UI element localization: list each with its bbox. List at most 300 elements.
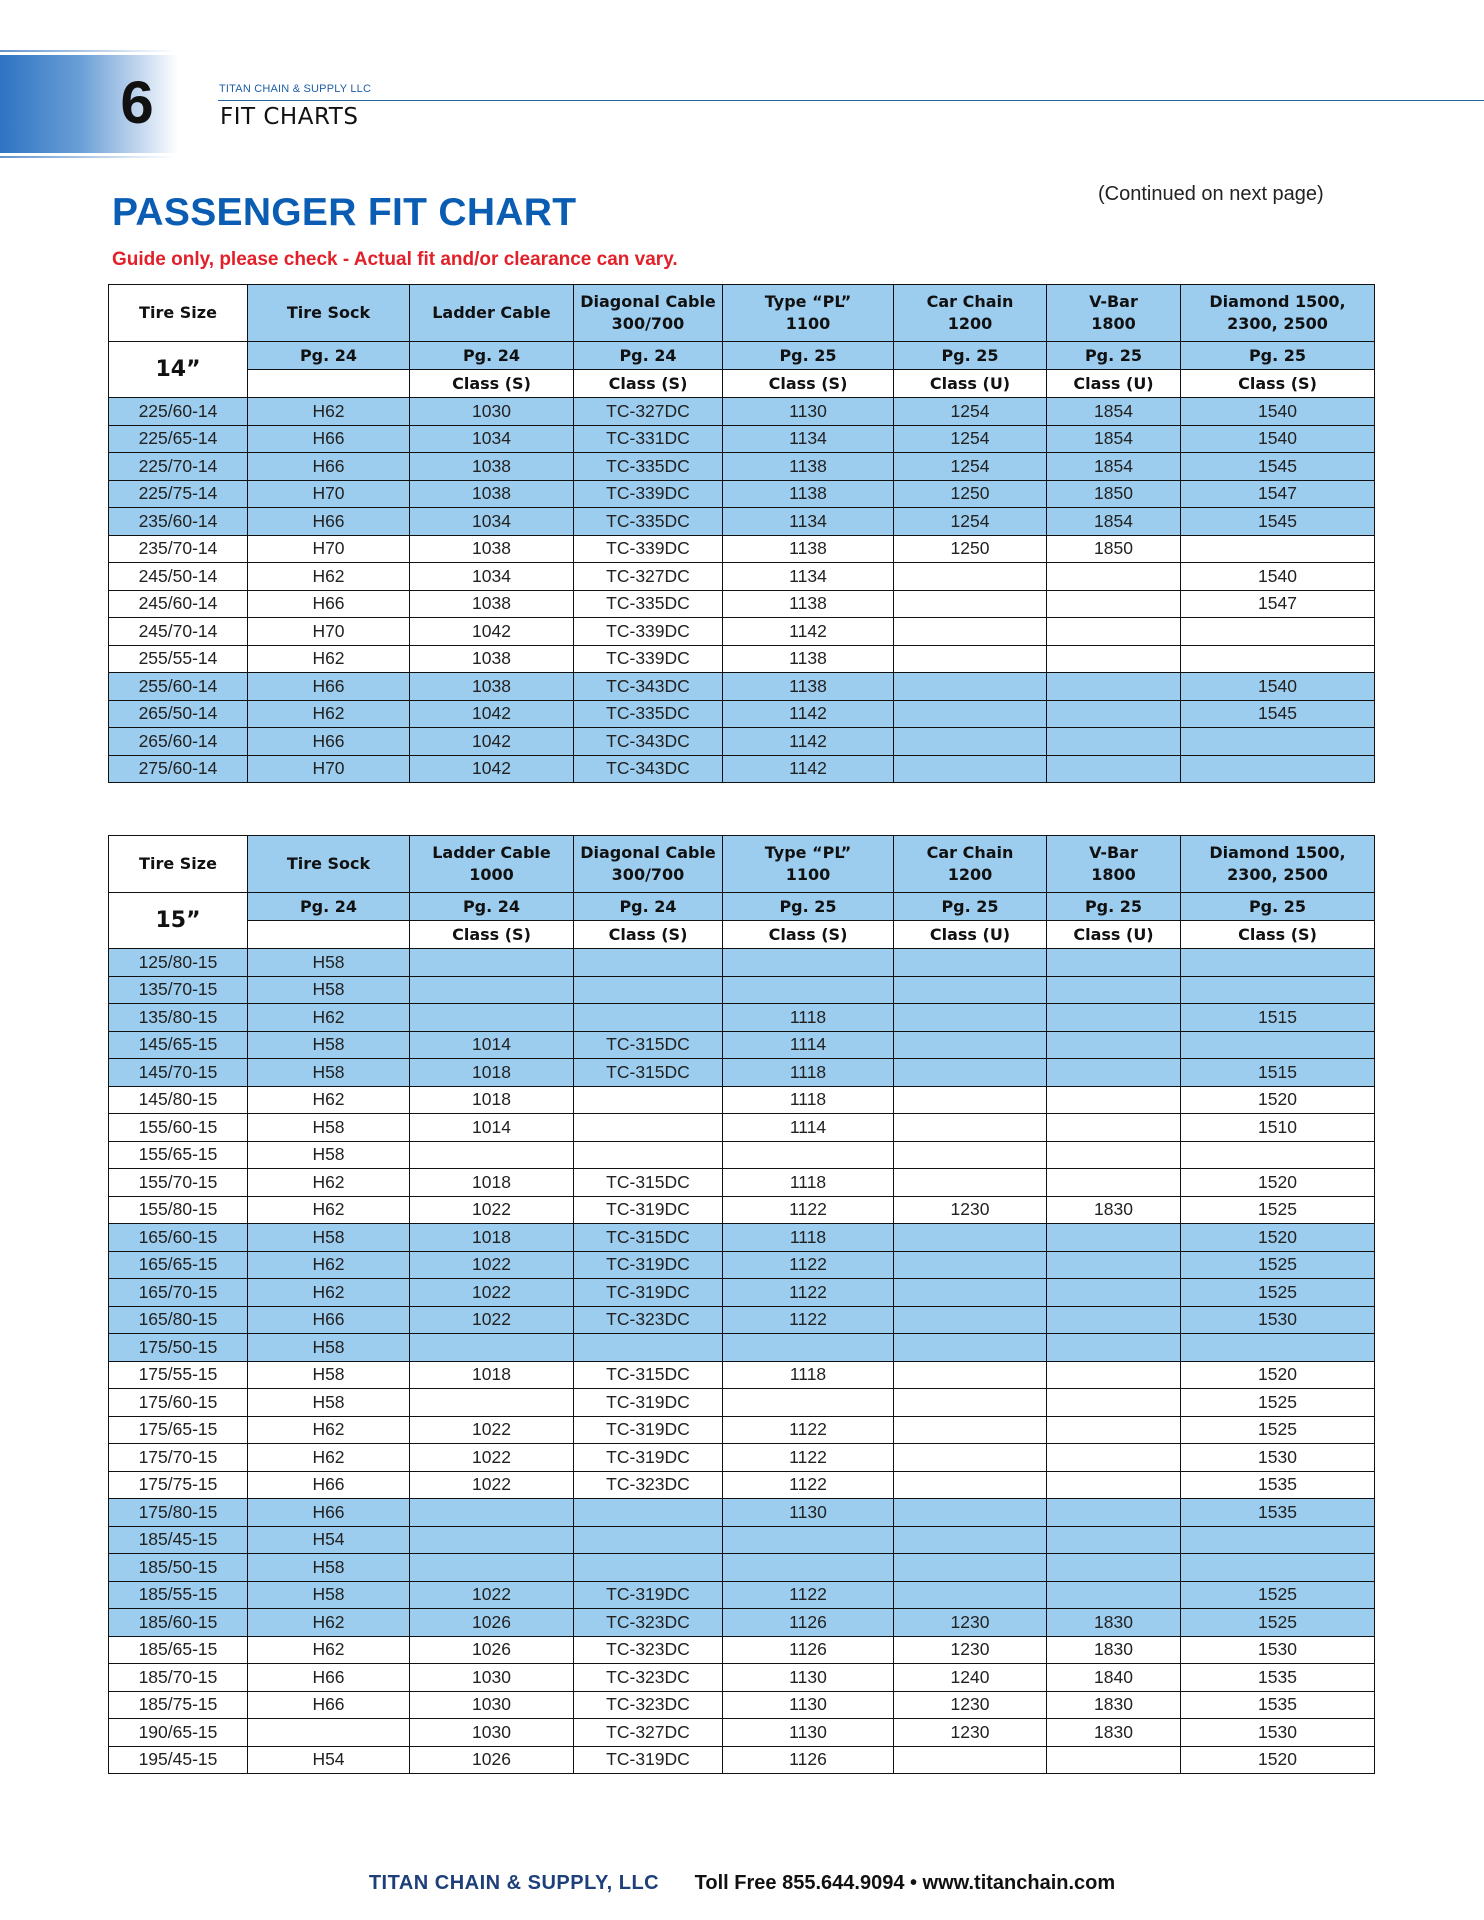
part-number-cell: [894, 976, 1047, 1004]
part-number-cell: [1047, 1581, 1181, 1609]
column-header: [1047, 836, 1181, 893]
part-number-cell: 1530: [1181, 1636, 1375, 1664]
part-number-cell: 1034: [410, 508, 574, 536]
part-number-cell: [410, 1004, 574, 1032]
part-number-cell: TC-331DC: [574, 425, 723, 453]
part-number-cell: [894, 1004, 1047, 1032]
column-header: [574, 836, 723, 893]
part-number-cell: 1830: [1047, 1691, 1181, 1719]
part-number-cell: 1118: [723, 1169, 894, 1197]
part-number-cell: 1122: [723, 1444, 894, 1472]
part-number-cell: [1047, 1031, 1181, 1059]
tire-size-cell: 265/60-14: [109, 728, 248, 756]
part-number-cell: [1047, 673, 1181, 701]
chain-class: Class (S): [1181, 921, 1375, 949]
part-number-cell: 1114: [723, 1114, 894, 1142]
table-row: [109, 1361, 1375, 1389]
part-number-cell: H58: [248, 1554, 410, 1582]
part-number-cell: 1520: [1181, 1746, 1375, 1774]
part-number-cell: 1114: [723, 1031, 894, 1059]
part-number-cell: [894, 1224, 1047, 1252]
part-number-cell: [894, 1306, 1047, 1334]
tire-size-cell: 145/70-15: [109, 1059, 248, 1087]
part-number-cell: H66: [248, 425, 410, 453]
footer-company: TITAN CHAIN & SUPPLY, LLC: [368, 1872, 660, 1894]
part-number-cell: 1520: [1181, 1361, 1375, 1389]
part-number-cell: TC-343DC: [574, 755, 723, 783]
part-number-cell: 1854: [1047, 398, 1181, 426]
table-row: [109, 1664, 1375, 1692]
part-number-cell: [1181, 645, 1375, 673]
tire-size-cell: 155/70-15: [109, 1169, 248, 1197]
part-number-cell: [574, 1141, 723, 1169]
part-number-cell: 1034: [410, 425, 574, 453]
part-number-cell: H62: [248, 1004, 410, 1032]
column-name: Tire Sock: [286, 854, 371, 873]
table-row: [109, 1389, 1375, 1417]
part-number-cell: TC-339DC: [574, 535, 723, 563]
column-subname: 300/700: [611, 314, 685, 333]
table-row: [109, 1086, 1375, 1114]
part-number-cell: 1545: [1181, 453, 1375, 481]
part-number-cell: [894, 1389, 1047, 1417]
part-number-cell: [1181, 1031, 1375, 1059]
chain-class: Class (U): [1047, 370, 1181, 398]
part-number-cell: 1042: [410, 618, 574, 646]
part-number-cell: 1022: [410, 1471, 574, 1499]
part-number-cell: [1181, 976, 1375, 1004]
part-number-cell: TC-343DC: [574, 673, 723, 701]
column-subname: 1800: [1091, 314, 1136, 333]
part-number-cell: [1047, 1471, 1181, 1499]
part-number-cell: H66: [248, 1499, 410, 1527]
part-number-cell: 1515: [1181, 1059, 1375, 1087]
part-number-cell: [894, 1251, 1047, 1279]
part-number-cell: [1047, 1306, 1181, 1334]
tire-size-cell: 165/80-15: [109, 1306, 248, 1334]
part-number-cell: 1026: [410, 1609, 574, 1637]
catalog-page-ref: Pg. 24: [248, 893, 410, 921]
part-number-cell: [894, 755, 1047, 783]
part-number-cell: 1254: [894, 508, 1047, 536]
part-number-cell: H62: [248, 1416, 410, 1444]
column-subname: 1100: [785, 314, 831, 333]
part-number-cell: [894, 1114, 1047, 1142]
part-number-cell: [1047, 1141, 1181, 1169]
part-number-cell: 1038: [410, 480, 574, 508]
part-number-cell: 1130: [723, 1664, 894, 1692]
tire-size-cell: 145/65-15: [109, 1031, 248, 1059]
part-number-cell: 1535: [1181, 1691, 1375, 1719]
part-number-cell: 1142: [723, 618, 894, 646]
part-number-cell: [1047, 1059, 1181, 1087]
part-number-cell: [894, 1554, 1047, 1582]
column-header: [1047, 285, 1181, 342]
part-number-cell: 1240: [894, 1664, 1047, 1692]
catalog-page-ref: Pg. 25: [894, 893, 1047, 921]
part-number-cell: TC-327DC: [574, 563, 723, 591]
header-bottom-rule: [0, 156, 175, 158]
part-number-cell: 1530: [1181, 1444, 1375, 1472]
part-number-cell: [1047, 1279, 1181, 1307]
part-number-cell: 1122: [723, 1196, 894, 1224]
part-number-cell: 1525: [1181, 1251, 1375, 1279]
part-number-cell: [574, 1086, 723, 1114]
part-number-cell: [723, 976, 894, 1004]
part-number-cell: 1030: [410, 1664, 574, 1692]
column-name: V-Bar: [1089, 843, 1138, 862]
column-subname: 300/700: [611, 865, 685, 884]
chain-class: Class (S): [723, 370, 894, 398]
part-number-cell: 1134: [723, 425, 894, 453]
part-number-cell: [723, 1334, 894, 1362]
table-row: [109, 1114, 1375, 1142]
tire-size-cell: 235/60-14: [109, 508, 248, 536]
tire-size-cell: 185/60-15: [109, 1609, 248, 1637]
part-number-cell: TC-323DC: [574, 1471, 723, 1499]
part-number-cell: [894, 1169, 1047, 1197]
column-header: [248, 836, 410, 893]
chain-class: [248, 370, 410, 398]
tire-size-cell: 225/70-14: [109, 453, 248, 481]
column-header: [410, 836, 574, 893]
part-number-cell: 1230: [894, 1719, 1047, 1747]
part-number-cell: H58: [248, 1141, 410, 1169]
catalog-page-ref: Pg. 25: [1047, 893, 1181, 921]
part-number-cell: H54: [248, 1526, 410, 1554]
catalog-page-ref: Pg. 24: [248, 342, 410, 370]
column-header: [1181, 836, 1375, 893]
part-number-cell: 1018: [410, 1169, 574, 1197]
part-number-cell: 1840: [1047, 1664, 1181, 1692]
part-number-cell: TC-315DC: [574, 1031, 723, 1059]
part-number-cell: [894, 728, 1047, 756]
part-number-cell: 1530: [1181, 1306, 1375, 1334]
part-number-cell: [1047, 1444, 1181, 1472]
catalog-page-ref: Pg. 25: [723, 893, 894, 921]
table-row: [109, 1471, 1375, 1499]
part-number-cell: H62: [248, 1444, 410, 1472]
column-subname: 1800: [1091, 865, 1136, 884]
fit-table-15-inch: [108, 835, 1375, 1774]
table-row: [109, 1691, 1375, 1719]
table-row: [109, 1719, 1375, 1747]
part-number-cell: 1540: [1181, 398, 1375, 426]
part-number-cell: H58: [248, 1361, 410, 1389]
part-number-cell: 1118: [723, 1361, 894, 1389]
chain-class: Class (U): [894, 921, 1047, 949]
column-header: [894, 836, 1047, 893]
part-number-cell: TC-319DC: [574, 1746, 723, 1774]
chain-class: Class (U): [1047, 921, 1181, 949]
tire-size-cell: 175/75-15: [109, 1471, 248, 1499]
column-subname: 1100: [785, 865, 831, 884]
page-title: PASSENGER FIT CHART: [112, 191, 577, 234]
part-number-cell: 1230: [894, 1636, 1047, 1664]
part-number-cell: [410, 1141, 574, 1169]
tire-size-cell: 185/50-15: [109, 1554, 248, 1582]
tire-size-cell: 195/45-15: [109, 1746, 248, 1774]
part-number-cell: [723, 949, 894, 977]
part-number-cell: [1181, 755, 1375, 783]
part-number-cell: 1018: [410, 1361, 574, 1389]
column-header: [574, 285, 723, 342]
part-number-cell: H70: [248, 535, 410, 563]
table-row: [109, 1526, 1375, 1554]
part-number-cell: H62: [248, 398, 410, 426]
part-number-cell: [574, 1526, 723, 1554]
column-header: [1181, 285, 1375, 342]
part-number-cell: 1022: [410, 1306, 574, 1334]
table-row: [109, 453, 1375, 481]
part-number-cell: TC-315DC: [574, 1059, 723, 1087]
part-number-cell: [1047, 1746, 1181, 1774]
part-number-cell: [574, 1114, 723, 1142]
fit-table-14-inch: [108, 284, 1375, 783]
table-row: [109, 425, 1375, 453]
part-number-cell: H58: [248, 1581, 410, 1609]
part-number-cell: H66: [248, 1691, 410, 1719]
part-number-cell: 1138: [723, 535, 894, 563]
table-row: [109, 1444, 1375, 1472]
part-number-cell: 1525: [1181, 1416, 1375, 1444]
part-number-cell: [1181, 1526, 1375, 1554]
table-row: [109, 1031, 1375, 1059]
part-number-cell: H62: [248, 563, 410, 591]
part-number-cell: TC-319DC: [574, 1444, 723, 1472]
part-number-cell: 1026: [410, 1746, 574, 1774]
table-row: [109, 1306, 1375, 1334]
part-number-cell: 1042: [410, 728, 574, 756]
page-footer: [0, 1872, 1484, 1895]
part-number-cell: [1047, 1251, 1181, 1279]
column-header: [723, 285, 894, 342]
part-number-cell: [894, 1361, 1047, 1389]
part-number-cell: 1250: [894, 480, 1047, 508]
part-number-cell: H62: [248, 1636, 410, 1664]
part-number-cell: 1018: [410, 1224, 574, 1252]
column-name: Tire Sock: [286, 303, 371, 322]
table-row: [109, 1224, 1375, 1252]
tire-size-cell: 165/70-15: [109, 1279, 248, 1307]
chain-class: Class (U): [894, 370, 1047, 398]
part-number-cell: H62: [248, 1169, 410, 1197]
part-number-cell: TC-323DC: [574, 1609, 723, 1637]
tire-size-cell: 185/65-15: [109, 1636, 248, 1664]
part-number-cell: [574, 949, 723, 977]
part-number-cell: 1022: [410, 1416, 574, 1444]
part-number-cell: [894, 1526, 1047, 1554]
header-company-name: TITAN CHAIN & SUPPLY LLC: [219, 83, 372, 95]
part-number-cell: 1038: [410, 590, 574, 618]
column-header: [894, 285, 1047, 342]
part-number-cell: H66: [248, 673, 410, 701]
tire-size-cell: 145/80-15: [109, 1086, 248, 1114]
table-row: [109, 1059, 1375, 1087]
catalog-page-ref: Pg. 24: [574, 342, 723, 370]
tire-size-cell: 175/60-15: [109, 1389, 248, 1417]
part-number-cell: 1250: [894, 535, 1047, 563]
part-number-cell: [1047, 1169, 1181, 1197]
tire-size-cell: 185/75-15: [109, 1691, 248, 1719]
part-number-cell: TC-323DC: [574, 1306, 723, 1334]
table-row: [109, 1499, 1375, 1527]
part-number-cell: [1047, 1499, 1181, 1527]
part-number-cell: [894, 1499, 1047, 1527]
part-number-cell: TC-315DC: [574, 1361, 723, 1389]
part-number-cell: [1047, 949, 1181, 977]
part-number-cell: 1520: [1181, 1169, 1375, 1197]
part-number-cell: H70: [248, 755, 410, 783]
part-number-cell: 1018: [410, 1086, 574, 1114]
table-row: [109, 1196, 1375, 1224]
header-top-rule: [0, 50, 175, 52]
chain-class: Class (S): [574, 370, 723, 398]
part-number-cell: [894, 1031, 1047, 1059]
part-number-cell: TC-335DC: [574, 700, 723, 728]
column-subname: 2300, 2500: [1227, 865, 1328, 884]
part-number-cell: [894, 1416, 1047, 1444]
tire-size-header: [109, 285, 248, 342]
part-number-cell: TC-339DC: [574, 480, 723, 508]
part-number-cell: 1530: [1181, 1719, 1375, 1747]
part-number-cell: [894, 1086, 1047, 1114]
column-subname: 1200: [947, 314, 993, 333]
part-number-cell: 1030: [410, 398, 574, 426]
table-row: [109, 1416, 1375, 1444]
part-number-cell: 1122: [723, 1416, 894, 1444]
table-row: [109, 1169, 1375, 1197]
part-number-cell: [894, 618, 1047, 646]
part-number-cell: 1545: [1181, 700, 1375, 728]
table-row: [109, 508, 1375, 536]
part-number-cell: 1042: [410, 755, 574, 783]
catalog-page-ref: Pg. 24: [410, 893, 574, 921]
table-row: [109, 645, 1375, 673]
table-row: [109, 1004, 1375, 1032]
part-number-cell: 1540: [1181, 563, 1375, 591]
part-number-cell: 1130: [723, 1691, 894, 1719]
catalog-page-ref: Pg. 25: [1181, 342, 1375, 370]
tire-size-cell: 135/70-15: [109, 976, 248, 1004]
part-number-cell: [723, 1141, 894, 1169]
part-number-cell: [1047, 618, 1181, 646]
table-row: [109, 673, 1375, 701]
part-number-cell: 1122: [723, 1471, 894, 1499]
tire-size-cell: 225/75-14: [109, 480, 248, 508]
part-number-cell: 1138: [723, 590, 894, 618]
part-number-cell: 1038: [410, 535, 574, 563]
chain-class: Class (S): [1181, 370, 1375, 398]
tire-size-cell: 175/80-15: [109, 1499, 248, 1527]
part-number-cell: [1181, 1554, 1375, 1582]
part-number-cell: [1047, 755, 1181, 783]
part-number-cell: [1181, 535, 1375, 563]
continued-note: (Continued on next page): [1098, 183, 1324, 205]
tire-size-cell: 155/80-15: [109, 1196, 248, 1224]
catalog-page-ref: Pg. 25: [1047, 342, 1181, 370]
catalog-page-ref: Pg. 25: [894, 342, 1047, 370]
part-number-cell: H66: [248, 1306, 410, 1334]
part-number-cell: TC-323DC: [574, 1691, 723, 1719]
part-number-cell: 1022: [410, 1279, 574, 1307]
part-number-cell: [894, 1279, 1047, 1307]
part-number-cell: [1047, 700, 1181, 728]
part-number-cell: 1230: [894, 1691, 1047, 1719]
column-name: Diamond 1500,: [1209, 843, 1346, 862]
part-number-cell: 1850: [1047, 480, 1181, 508]
part-number-cell: H66: [248, 1471, 410, 1499]
part-number-cell: [894, 673, 1047, 701]
table-row: [109, 480, 1375, 508]
column-subname: 1200: [947, 865, 993, 884]
part-number-cell: 1142: [723, 700, 894, 728]
table-row: [109, 563, 1375, 591]
chain-class: Class (S): [410, 921, 574, 949]
part-number-cell: 1547: [1181, 480, 1375, 508]
part-number-cell: [1047, 1526, 1181, 1554]
catalog-page-ref: Pg. 24: [574, 893, 723, 921]
part-number-cell: TC-319DC: [574, 1581, 723, 1609]
part-number-cell: [1047, 1554, 1181, 1582]
part-number-cell: TC-343DC: [574, 728, 723, 756]
tire-size-header: [109, 836, 248, 893]
part-number-cell: 1545: [1181, 508, 1375, 536]
part-number-cell: 1138: [723, 645, 894, 673]
part-number-cell: 1018: [410, 1059, 574, 1087]
table-row: [109, 1581, 1375, 1609]
table-row: [109, 949, 1375, 977]
table-row: [109, 1746, 1375, 1774]
part-number-cell: 1254: [894, 398, 1047, 426]
part-number-cell: 1022: [410, 1581, 574, 1609]
part-number-cell: H58: [248, 949, 410, 977]
chain-class: [248, 921, 410, 949]
part-number-cell: TC-323DC: [574, 1664, 723, 1692]
part-number-cell: [1047, 728, 1181, 756]
part-number-cell: 1038: [410, 673, 574, 701]
part-number-cell: 1525: [1181, 1389, 1375, 1417]
part-number-cell: [894, 563, 1047, 591]
part-number-cell: 1535: [1181, 1499, 1375, 1527]
part-number-cell: 1118: [723, 1004, 894, 1032]
table-row: [109, 1636, 1375, 1664]
part-number-cell: 1014: [410, 1031, 574, 1059]
part-number-cell: TC-319DC: [574, 1416, 723, 1444]
column-header: [248, 285, 410, 342]
part-number-cell: [1047, 1224, 1181, 1252]
part-number-cell: 1525: [1181, 1196, 1375, 1224]
part-number-cell: [1047, 645, 1181, 673]
part-number-cell: [410, 1499, 574, 1527]
part-number-cell: 1130: [723, 1719, 894, 1747]
part-number-cell: H58: [248, 1389, 410, 1417]
part-number-cell: H62: [248, 1196, 410, 1224]
part-number-cell: [248, 1719, 410, 1747]
tire-size-cell: 155/60-15: [109, 1114, 248, 1142]
part-number-cell: [723, 1526, 894, 1554]
table-row: [109, 1279, 1375, 1307]
part-number-cell: 1118: [723, 1086, 894, 1114]
tire-size-cell: 185/55-15: [109, 1581, 248, 1609]
part-number-cell: 1830: [1047, 1719, 1181, 1747]
table-row: [109, 700, 1375, 728]
part-number-cell: [574, 1499, 723, 1527]
part-number-cell: H66: [248, 508, 410, 536]
part-number-cell: 1130: [723, 1499, 894, 1527]
part-number-cell: 1540: [1181, 673, 1375, 701]
part-number-cell: [410, 976, 574, 1004]
